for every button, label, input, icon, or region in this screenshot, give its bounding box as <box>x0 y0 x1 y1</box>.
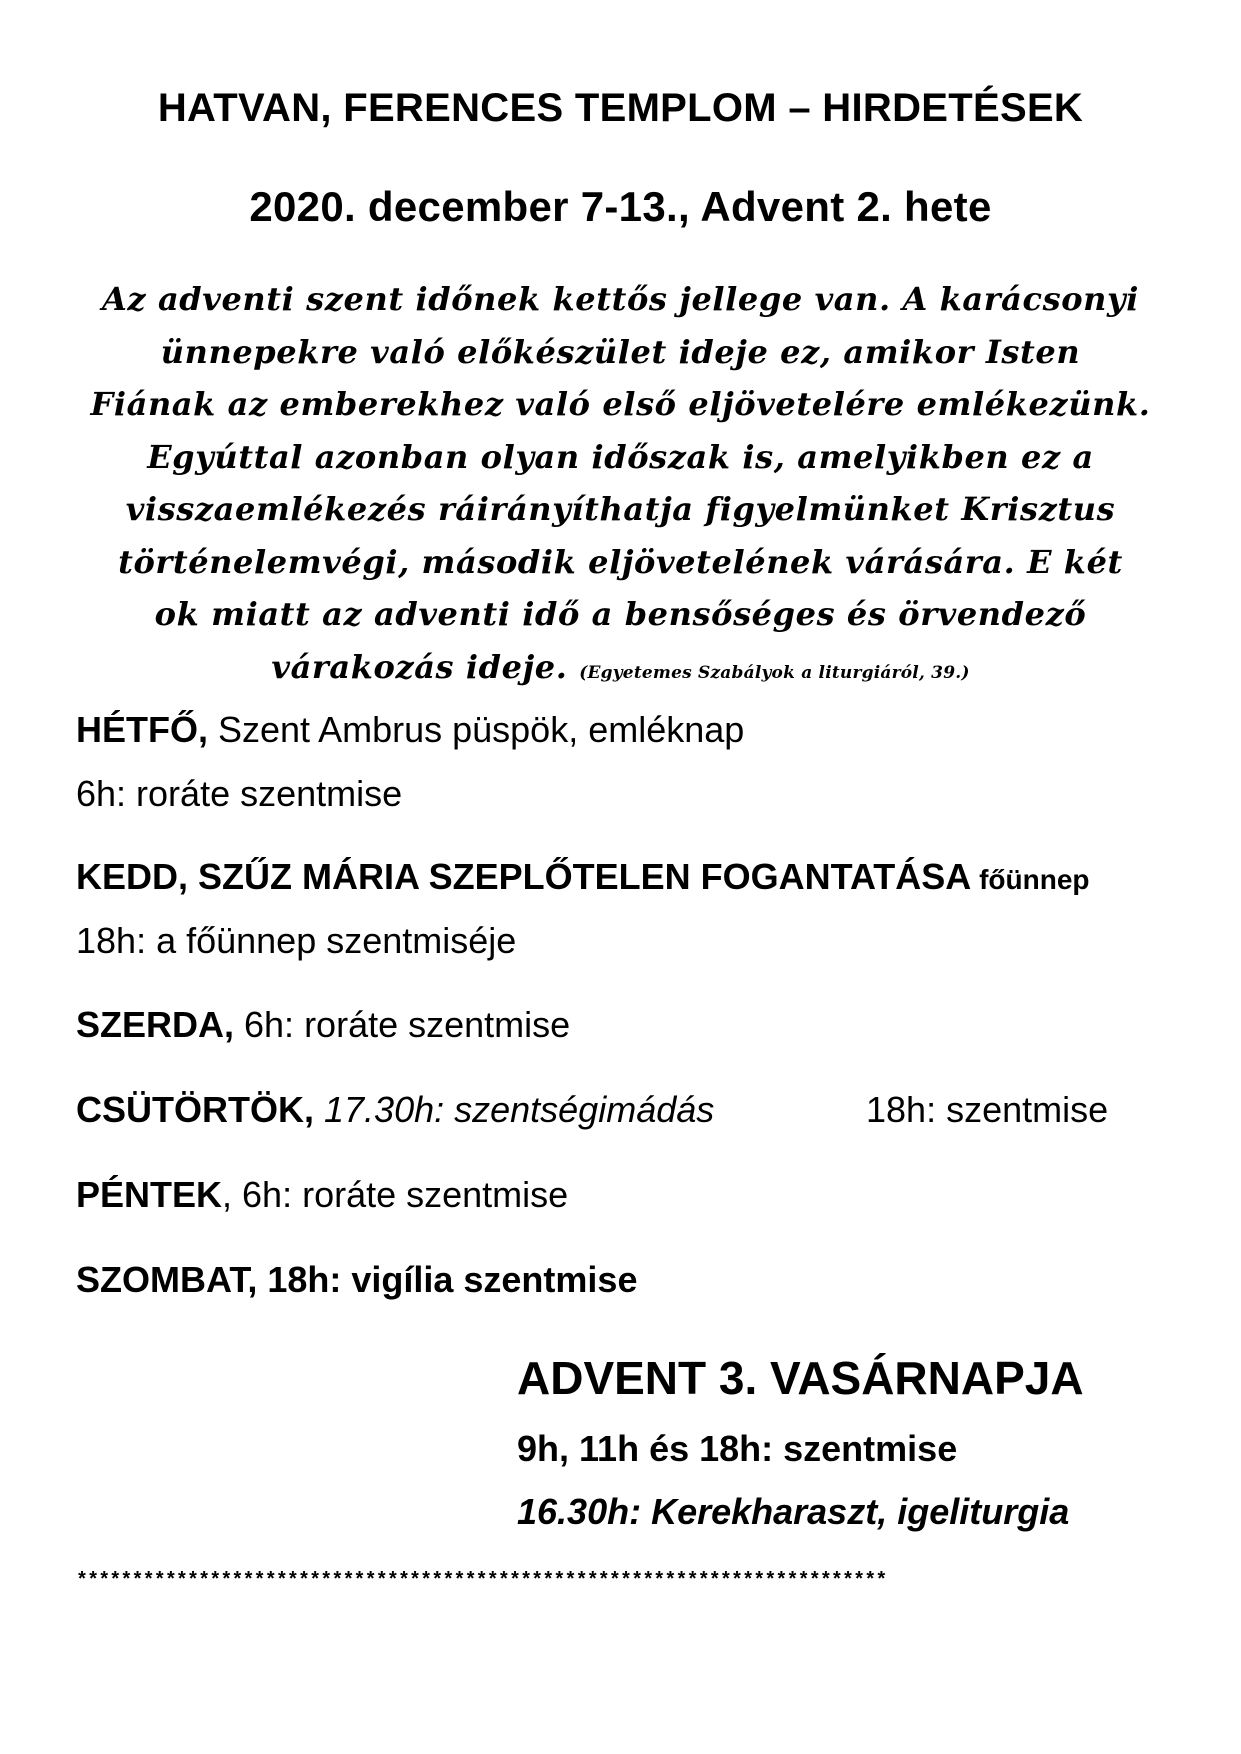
sunday-masses: 9h, 11h és 18h: szentmise <box>517 1428 958 1469</box>
monday-mass: 6h: roráte szentmise <box>76 773 403 814</box>
monday-day: HÉTFŐ, <box>76 709 208 750</box>
quote-line: Egyúttal azonban olyan időszak is, amelyikben ez a <box>147 437 1094 476</box>
quote-line: Fiának az emberekhez való első eljövetelére emlékezünk. <box>90 385 1151 423</box>
quote-line: ünnepekre való előkészület ideje ez, amikor Isten <box>160 332 1081 371</box>
quote-line: történelemvégi, második eljövetelének várására. E két <box>118 542 1123 581</box>
quote-line: Az adventi szent időnek kettős jellege van. A karácsonyi <box>102 280 1139 318</box>
tuesday-day: KEDD, SZŰZ MÁRIA SZEPLŐTELEN FOGANTATÁSA <box>76 856 972 897</box>
saturday-line: SZOMBAT, 18h: vigília szentmise <box>76 1259 638 1300</box>
wednesday-mass: 6h: roráte szentmise <box>234 1004 571 1045</box>
monday-feast: Szent Ambrus püspök, emléknap <box>208 709 745 750</box>
quote-line: ok miatt az adventi idő a bensőséges és örvendező <box>154 595 1087 633</box>
wednesday-line <box>76 1004 570 1046</box>
thursday-line <box>76 1089 714 1131</box>
thursday-day: CSÜTÖRTÖK, <box>76 1089 314 1130</box>
tuesday-mass: 18h: a főünnep szentmiséje <box>76 920 517 961</box>
advent-quote <box>60 273 1181 699</box>
quote-line: visszaemlékezés ráirányíthatja figyelmünket Krisztus <box>125 490 1116 528</box>
sunday-title: ADVENT 3. VASÁRNAPJA <box>517 1352 1084 1404</box>
thursday-adoration: 17.30h: szentségimádás <box>314 1089 715 1130</box>
tuesday-rank: főünnep <box>971 864 1090 895</box>
sunday-liturgy: 16.30h: Kerekharaszt, igeliturgia <box>517 1491 1070 1532</box>
friday-mass: , 6h: roráte szentmise <box>222 1174 569 1215</box>
friday-day: PÉNTEK <box>76 1174 223 1215</box>
page-title: HATVAN, FERENCES TEMPLOM – HIRDETÉSEK <box>157 86 1084 130</box>
quote-line <box>60 641 1181 700</box>
quote-source: (Egyetemes Szabályok a liturgiáról, 39.) <box>579 662 970 683</box>
monday-line <box>76 709 744 751</box>
thursday-mass: 18h: szentmise <box>866 1089 1109 1130</box>
tuesday-line <box>76 856 1090 898</box>
separator: ************************************************************************* <box>76 1570 887 1593</box>
week-subtitle: 2020. december 7-13., Advent 2. hete <box>249 183 992 230</box>
wednesday-day: SZERDA, <box>76 1004 235 1045</box>
quote-last-text: várakozás ideje. <box>271 647 568 686</box>
friday-line <box>76 1174 568 1216</box>
